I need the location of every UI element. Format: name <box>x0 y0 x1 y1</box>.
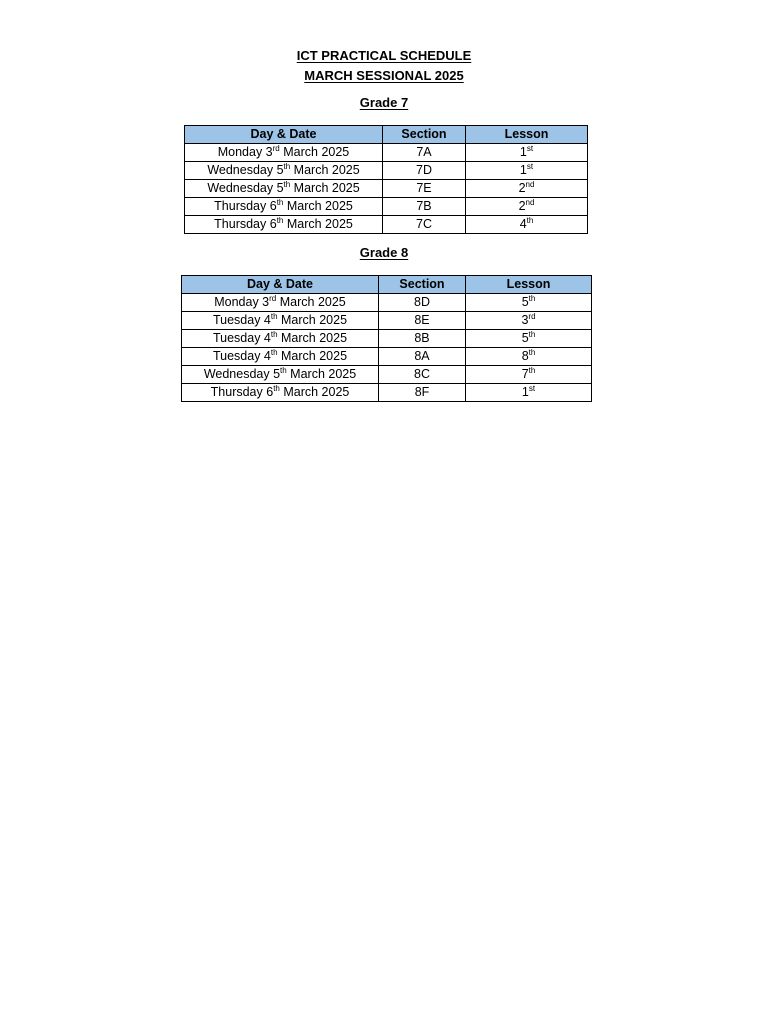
day-text: Wednesday 5 <box>207 181 284 195</box>
day-date-cell <box>185 216 383 234</box>
section-cell: 7D <box>383 162 466 180</box>
table-row <box>185 144 588 162</box>
day-ordinal: th <box>276 216 284 225</box>
column-header-day-date: Day & Date <box>182 276 379 294</box>
grade7-schedule-table <box>184 125 588 234</box>
lesson-ordinal: th <box>528 330 536 339</box>
month-year-text: March 2025 <box>277 331 348 345</box>
column-header-section: Section <box>383 126 466 144</box>
lesson-number: 1 <box>519 163 527 177</box>
day-text: Tuesday 4 <box>212 313 271 327</box>
section-cell: 8D <box>379 294 466 312</box>
day-ordinal: th <box>276 198 284 207</box>
month-year-text: March 2025 <box>290 163 360 177</box>
lesson-number: 2 <box>518 181 526 195</box>
day-ordinal: th <box>273 384 280 393</box>
section-cell: 7A <box>383 144 466 162</box>
table-row <box>182 348 592 366</box>
table-row <box>185 216 588 234</box>
lesson-ordinal: rd <box>528 312 536 321</box>
day-ordinal: rd <box>272 144 280 153</box>
table-row <box>182 384 592 402</box>
lesson-cell <box>466 384 592 402</box>
lesson-cell <box>466 348 592 366</box>
day-date-cell <box>182 330 379 348</box>
day-text: Monday 3 <box>214 295 270 309</box>
document-title: ICT PRACTICAL SCHEDULE <box>296 48 472 63</box>
lesson-ordinal: st <box>526 162 534 171</box>
month-year-text: March 2025 <box>283 217 353 231</box>
lesson-number: 7 <box>521 367 529 381</box>
day-date-cell <box>182 348 379 366</box>
lesson-cell <box>466 294 592 312</box>
column-header-day-date: Day & Date <box>185 126 383 144</box>
day-ordinal: th <box>270 348 278 357</box>
day-text: Monday 3 <box>217 145 273 159</box>
lesson-cell <box>466 180 588 198</box>
lesson-ordinal: st <box>526 144 534 153</box>
lesson-ordinal: th <box>526 216 534 225</box>
month-year-text: March 2025 <box>279 385 350 399</box>
day-ordinal: th <box>270 330 278 339</box>
section-cell: 8E <box>379 312 466 330</box>
lesson-cell <box>466 144 588 162</box>
document-subtitle: MARCH SESSIONAL 2025 <box>304 68 464 83</box>
column-header-section: Section <box>379 276 466 294</box>
grade8-schedule-table <box>181 275 592 402</box>
table-row <box>182 312 592 330</box>
table-row <box>185 162 588 180</box>
lesson-number: 5 <box>521 295 529 309</box>
day-date-cell <box>182 312 379 330</box>
section-cell: 8F <box>379 384 466 402</box>
month-year-text: March 2025 <box>286 367 357 381</box>
lesson-ordinal: th <box>528 366 536 375</box>
lesson-ordinal: nd <box>525 180 535 189</box>
day-text: Thursday 6 <box>210 385 274 399</box>
lesson-number: 4 <box>519 217 527 231</box>
table-row <box>182 330 592 348</box>
table-row <box>185 198 588 216</box>
section-cell: 8A <box>379 348 466 366</box>
day-ordinal: th <box>270 312 278 321</box>
lesson-number: 2 <box>518 199 526 213</box>
day-date-cell <box>182 294 379 312</box>
lesson-cell <box>466 216 588 234</box>
lesson-cell <box>466 312 592 330</box>
day-date-cell <box>185 198 383 216</box>
day-text: Tuesday 4 <box>212 349 271 363</box>
month-year-text: March 2025 <box>279 145 350 159</box>
lesson-number: 3 <box>521 313 529 327</box>
table-header-row <box>185 126 588 144</box>
day-text: Wednesday 5 <box>207 163 284 177</box>
lesson-cell <box>466 330 592 348</box>
day-text: Thursday 6 <box>214 199 277 213</box>
lesson-cell <box>466 366 592 384</box>
section-cell: 8C <box>379 366 466 384</box>
lesson-ordinal: nd <box>525 198 535 207</box>
day-date-cell <box>185 180 383 198</box>
day-date-cell <box>185 144 383 162</box>
lesson-number: 8 <box>521 349 529 363</box>
table-row <box>185 180 588 198</box>
month-year-text: March 2025 <box>290 181 360 195</box>
month-year-text: March 2025 <box>276 295 346 309</box>
month-year-text: March 2025 <box>277 313 348 327</box>
table-row <box>182 294 592 312</box>
lesson-number: 1 <box>519 145 527 159</box>
day-text: Tuesday 4 <box>212 331 271 345</box>
day-ordinal: th <box>283 180 291 189</box>
grade8-heading: Grade 8 <box>359 245 409 260</box>
lesson-ordinal: th <box>528 294 536 303</box>
section-cell: 8B <box>379 330 466 348</box>
month-year-text: March 2025 <box>277 349 348 363</box>
grade7-heading: Grade 7 <box>359 95 409 110</box>
day-ordinal: rd <box>269 294 277 303</box>
day-date-cell <box>185 162 383 180</box>
table-header-row <box>182 276 592 294</box>
day-text: Thursday 6 <box>214 217 277 231</box>
day-text: Wednesday 5 <box>203 367 281 381</box>
section-cell: 7B <box>383 198 466 216</box>
lesson-ordinal: th <box>528 348 536 357</box>
day-date-cell <box>182 366 379 384</box>
day-ordinal: th <box>280 366 287 375</box>
lesson-ordinal: st <box>528 384 536 393</box>
section-cell: 7C <box>383 216 466 234</box>
lesson-number: 5 <box>521 331 529 345</box>
column-header-lesson: Lesson <box>466 276 592 294</box>
day-ordinal: th <box>283 162 291 171</box>
month-year-text: March 2025 <box>283 199 353 213</box>
lesson-number: 1 <box>521 385 529 399</box>
lesson-cell <box>466 198 588 216</box>
table-row <box>182 366 592 384</box>
day-date-cell <box>182 384 379 402</box>
column-header-lesson: Lesson <box>466 126 588 144</box>
section-cell: 7E <box>383 180 466 198</box>
lesson-cell <box>466 162 588 180</box>
